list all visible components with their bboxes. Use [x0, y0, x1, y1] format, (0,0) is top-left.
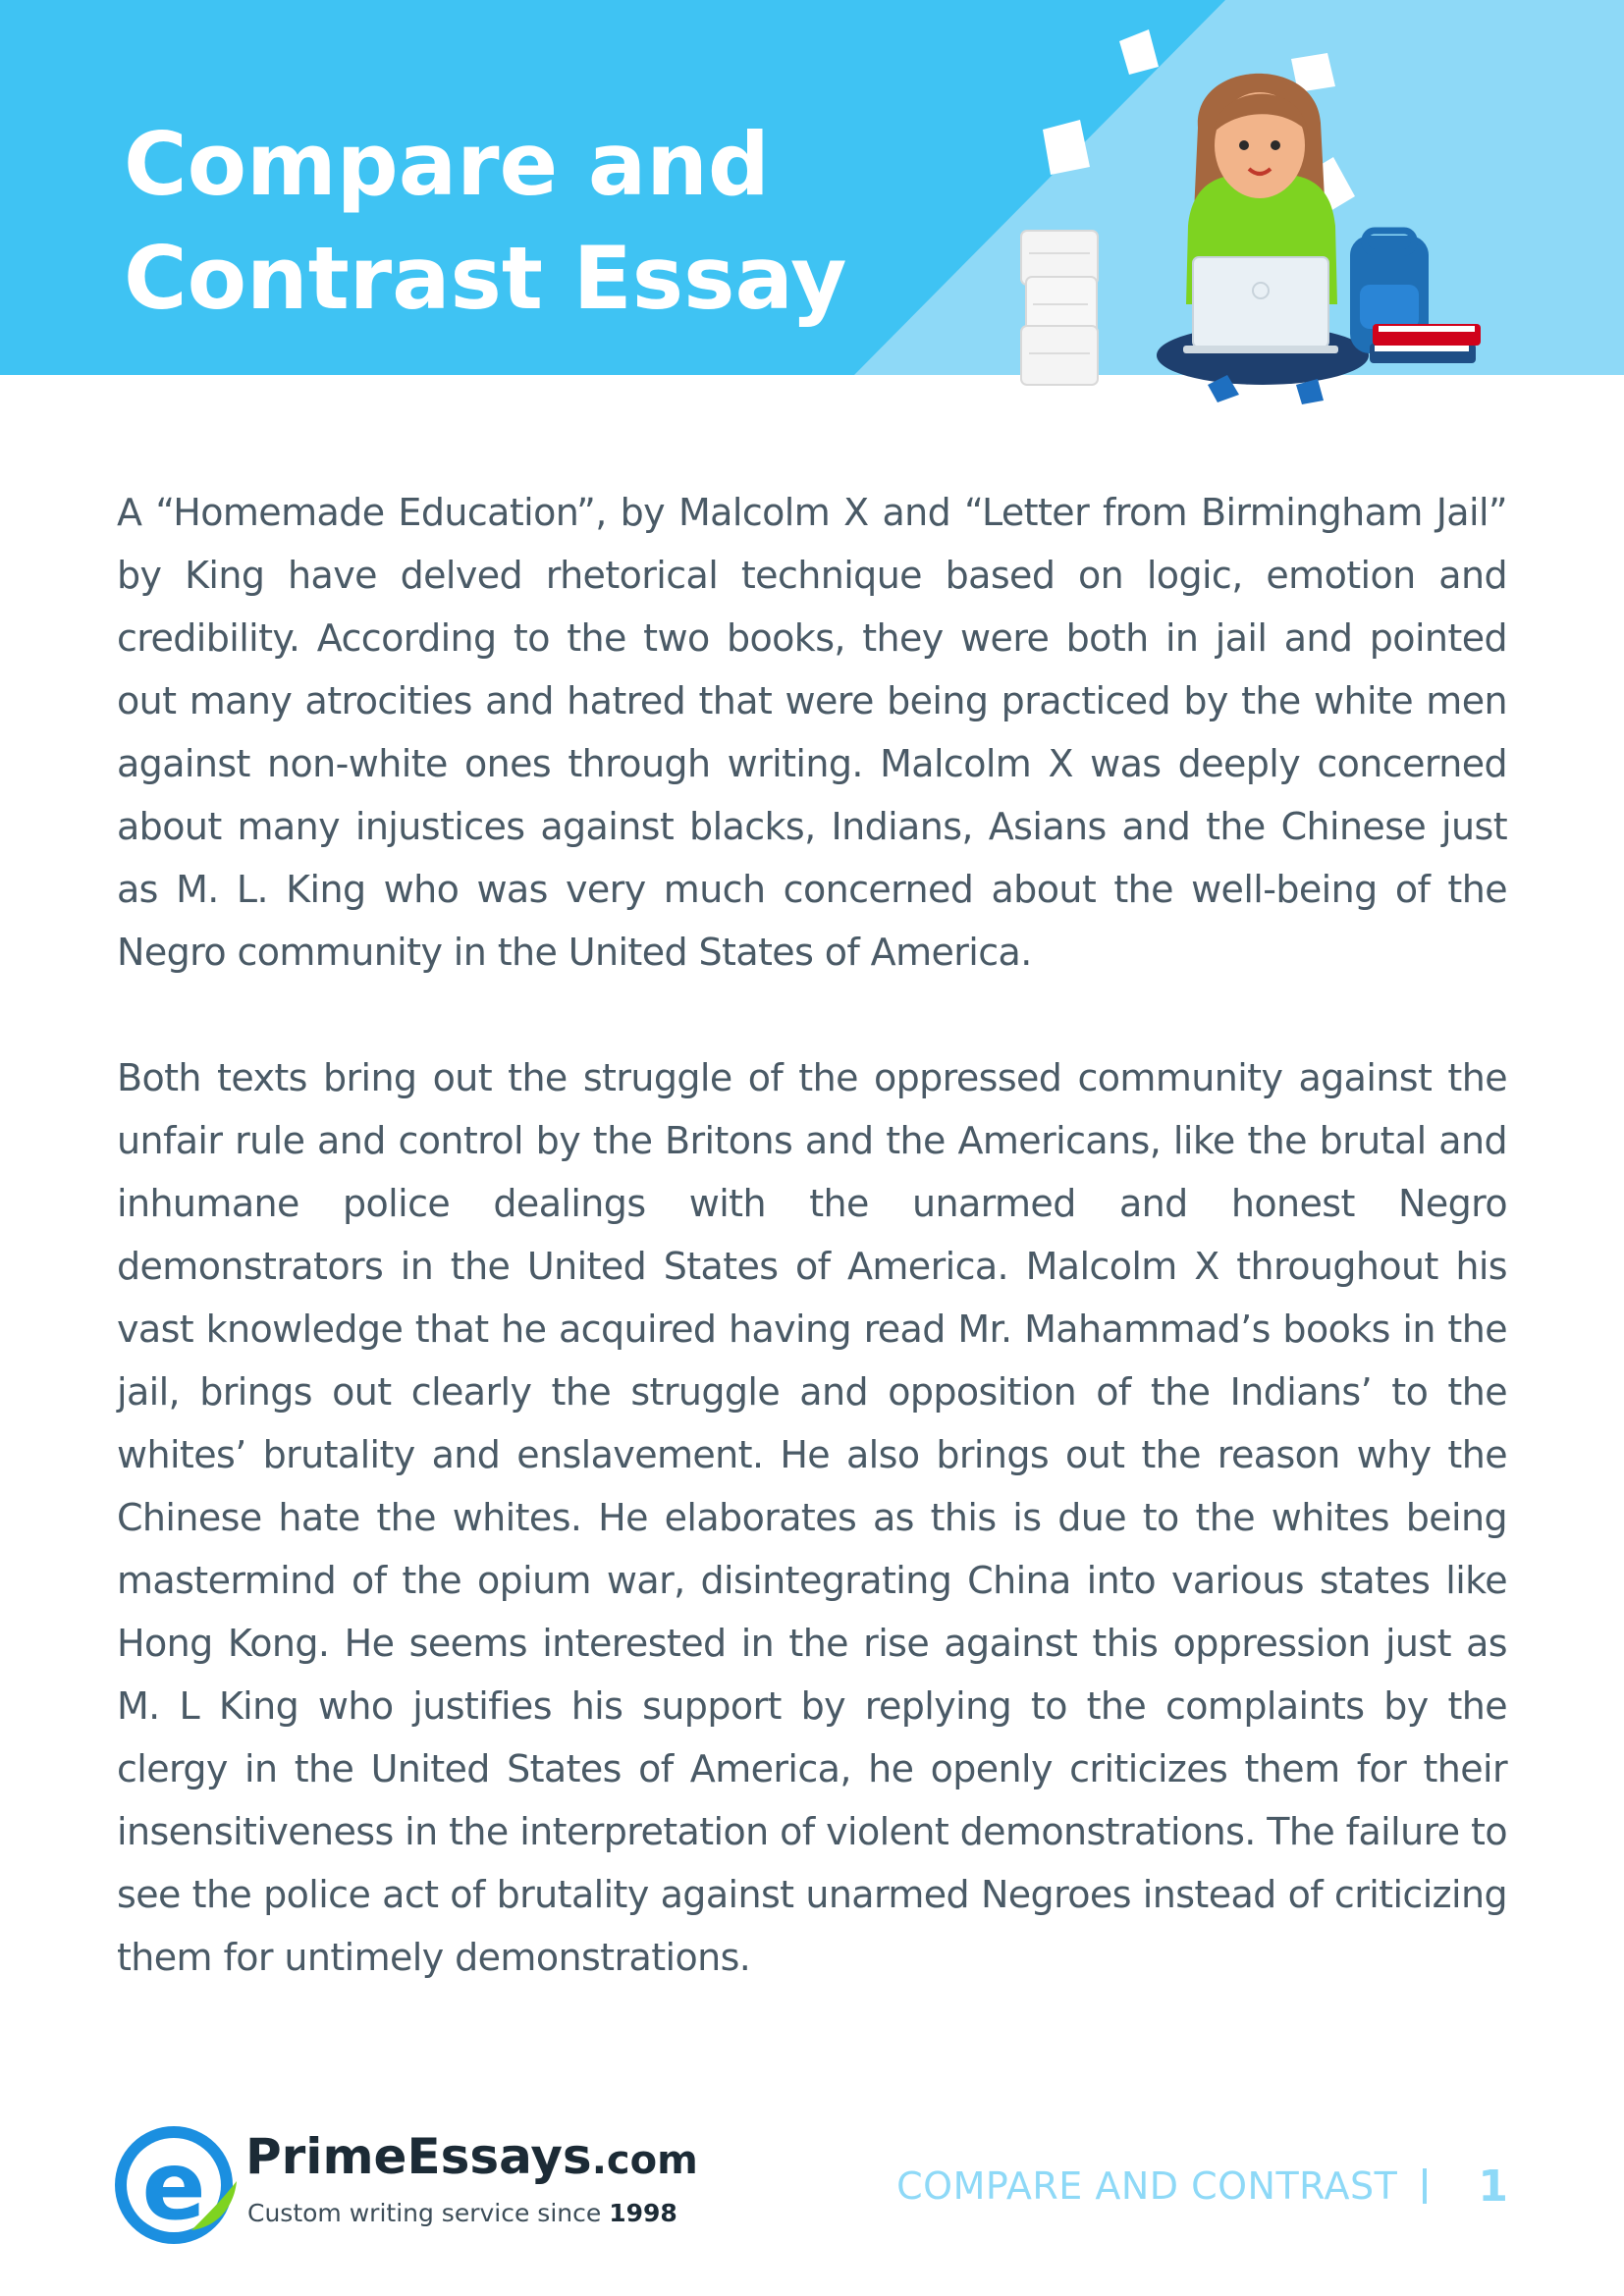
student-figure [1157, 74, 1369, 404]
title-line-1: Compare and [124, 114, 770, 215]
svg-text:e: e [141, 2131, 206, 2241]
paper-icon [1119, 29, 1159, 75]
brand-logo[interactable] [113, 2120, 702, 2248]
essay-body [117, 481, 1507, 2052]
laptop-icon [1193, 257, 1328, 347]
tagline-text: Custom writing service since [247, 2199, 610, 2227]
page-title [124, 108, 847, 336]
brand-name [245, 2128, 698, 2185]
books-icon [1370, 324, 1481, 363]
tagline-year: 1998 [609, 2199, 677, 2227]
footer-section-info [896, 2162, 1508, 2211]
paper-icon [1043, 120, 1090, 175]
page-number: 1 [1478, 2161, 1508, 2212]
student-laptop-illustration [982, 29, 1532, 432]
primeessays-logo-icon [113, 2120, 241, 2248]
paper-stack-icon [1021, 231, 1098, 385]
brand-tagline [247, 2199, 677, 2227]
title-line-2: Contrast Essay [124, 228, 847, 329]
brand-name-suffix: .com [591, 2138, 698, 2183]
footer-section-label: COMPARE AND CONTRAST [896, 2164, 1398, 2208]
brand-name-main: PrimeEssays [245, 2128, 592, 2185]
footer-divider [1423, 2168, 1427, 2204]
essay-paragraph-2: Both texts bring out the struggle of the oppressed community against the unfair rule and control by the Britons and the Americans, like the brutal and inhumane police dealings with the unarmed and honest Negro demonstrators in the United States of America. Malcolm X throughout his vast knowledge that he acquired having read Mr. Mahammad’s books in the jail, brings out clearly the struggle and opposition of the Indians’ to the whites’ brutality and enslavement. He also brings out the reason why the Chinese hate the whites. He elaborates as this is due to the whites being mastermind of the opium war, disintegrating China into various states like Hong Kong. He seems interested in the rise against this oppression just as M. L King who justifies his support by replying to the complaints by the clergy in the United States of America, he openly criticizes them for their insensitiveness in the interpretation of violent demonstrations. The failure to see the police act of brutality against unarmed Negroes instead of criticizing them for untimely demonstrations. [117, 1056, 1507, 1979]
essay-paragraph-1: A “Homemade Education”, by Malcolm X and “Letter from Birmingham Jail” by King have delved rhetorical technique based on logic, emotion and credibility. According to the two books, they were both in jail and pointed out many atrocities and hatred that were being practiced by the white men against non-white ones through writing. Malcolm X was deeply concerned about many injustices against blacks, Indians, Asians and the Chinese just as M. L. King who was very much concerned about the well-being of the Negro community in the United States of America. [117, 491, 1507, 974]
